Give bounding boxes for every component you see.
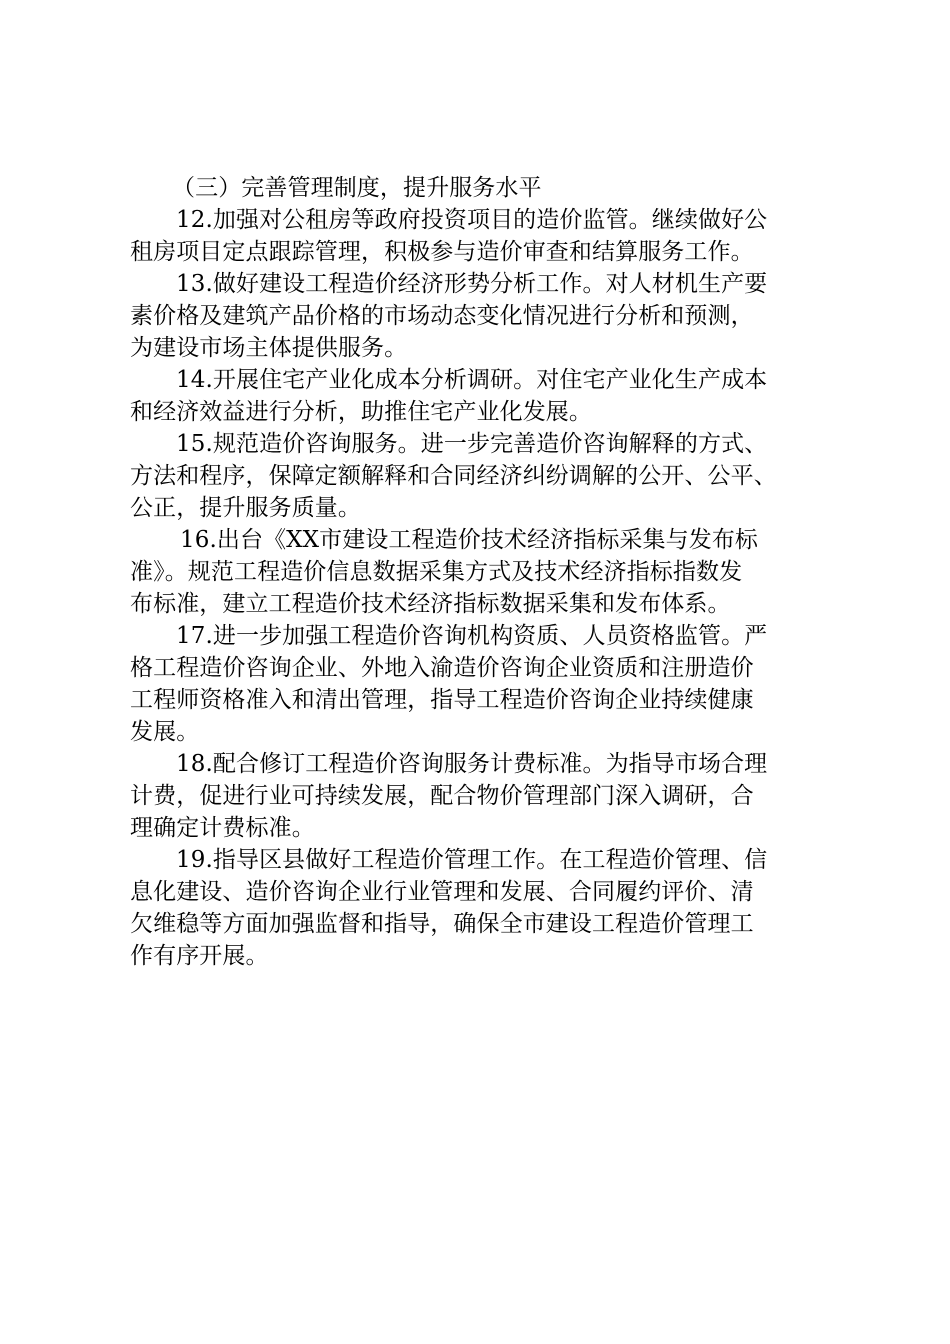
paragraph-line: 理确定计费标准。 bbox=[130, 815, 315, 841]
paragraph-line: 息化建设、造价咨询企业行业管理和发展、合同履约评价、清 bbox=[130, 879, 754, 905]
paragraph-line: 欠维稳等方面加强监督和指导，确保全市建设工程造价管理工 bbox=[130, 911, 754, 937]
paragraph-line: 方法和程序，保障定额解释和合同经济纠纷调解的公开、公平、 bbox=[130, 463, 777, 489]
paragraph-line: 19.指导区县做好工程造价管理工作。在工程造价管理、信 bbox=[176, 847, 768, 873]
paragraph-line: 18.配合修订工程造价咨询服务计费标准。为指导市场合理 bbox=[176, 751, 768, 777]
paragraph-line: 作有序开展。 bbox=[130, 943, 269, 969]
paragraph-13 bbox=[130, 268, 830, 364]
paragraph-line: 13.做好建设工程造价经济形势分析工作。对人材机生产要 bbox=[176, 271, 768, 297]
paragraph-14 bbox=[130, 364, 830, 428]
paragraph-line: 发展。 bbox=[130, 719, 200, 745]
paragraph-line: 计费，促进行业可持续发展，配合物价管理部门深入调研，合 bbox=[130, 783, 754, 809]
paragraph-12 bbox=[130, 204, 830, 268]
paragraph-16 bbox=[130, 524, 830, 620]
paragraph-line: 14.开展住宅产业化成本分析调研。对住宅产业化生产成本 bbox=[176, 367, 768, 393]
paragraph-line: 为建设市场主体提供服务。 bbox=[130, 335, 408, 361]
paragraph-15 bbox=[130, 428, 830, 524]
paragraph-line: 15.规范造价咨询服务。进一步完善造价咨询解释的方式、 bbox=[176, 431, 768, 457]
paragraph-line: 格工程造价咨询企业、外地入渝造价咨询企业资质和注册造价 bbox=[130, 655, 754, 681]
paragraph-19 bbox=[130, 844, 830, 972]
paragraph-18 bbox=[130, 748, 830, 844]
paragraph-line: 工程师资格准入和清出管理，指导工程造价咨询企业持续健康 bbox=[130, 687, 754, 713]
paragraph-line: 16.出台《XX市建设工程造价技术经济指标采集与发布标 bbox=[180, 527, 759, 553]
section-heading: （三）完善管理制度，提升服务水平 bbox=[172, 175, 542, 201]
paragraph-line: 素价格及建筑产品价格的市场动态变化情况进行分析和预测， bbox=[130, 303, 754, 329]
paragraph-line: 布标准，建立工程造价技术经济指标数据采集和发布体系。 bbox=[130, 591, 731, 617]
paragraph-line: 公正，提升服务质量。 bbox=[130, 495, 361, 521]
paragraph-line: 17.进一步加强工程造价咨询机构资质、人员资格监管。严 bbox=[176, 623, 768, 649]
document-body bbox=[130, 172, 830, 972]
paragraph-17 bbox=[130, 620, 830, 748]
paragraph-line: 准》。规范工程造价信息数据采集方式及技术经济指标指数发 bbox=[130, 559, 743, 585]
paragraph-line: 12.加强对公租房等政府投资项目的造价监管。继续做好公 bbox=[176, 207, 768, 233]
paragraph-line: 和经济效益进行分析，助推住宅产业化发展。 bbox=[130, 399, 592, 425]
paragraph-line: 租房项目定点跟踪管理，积极参与造价审查和结算服务工作。 bbox=[130, 239, 754, 265]
